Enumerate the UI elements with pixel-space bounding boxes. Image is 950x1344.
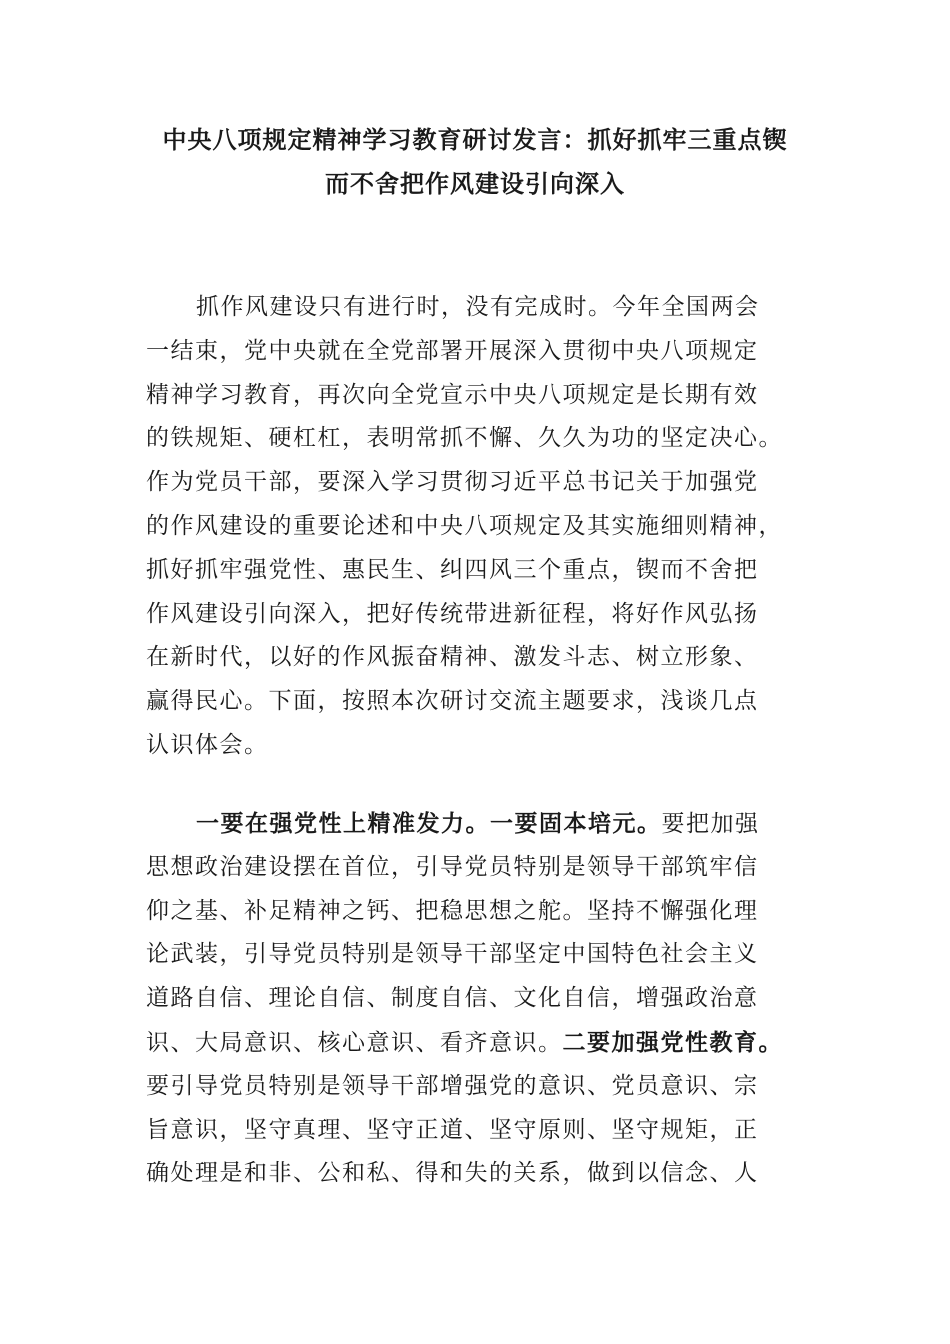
text-line: 的铁规矩、硬杠杠，表明常抓不懈、久久为功的坚定决心。 xyxy=(146,425,783,452)
title-line-1: 中央八项规定精神学习教育研讨发言：抓好抓牢三重点锲 xyxy=(162,125,788,154)
text-line: 论武装，引导党员特别是领导干部坚定中国特色社会主义 xyxy=(146,941,759,968)
text-line: 要引导党员特别是领导干部增强党的意识、党员意识、宗 xyxy=(146,1072,759,1099)
text-line: 精神学习教育，再次向全党宣示中央八项规定是长期有效 xyxy=(146,381,759,408)
text-line: 旨意识，坚守真理、坚守正道、坚守原则、坚守规矩，正 xyxy=(146,1116,759,1143)
text-line: 抓好抓牢强党性、惠民生、纠四风三个重点，锲而不舍把 xyxy=(146,556,759,583)
text-run: 识、大局意识、核心意识、看齐意识。 xyxy=(146,1029,563,1056)
text-line xyxy=(146,802,806,846)
text-line: 仰之基、补足精神之钙、把稳思想之舵。坚持不懈强化理 xyxy=(146,897,759,924)
paragraph-section-one xyxy=(146,802,806,1196)
text-line: 认识体会。 xyxy=(146,731,269,758)
text-line: 作为党员干部，要深入学习贯彻习近平总书记关于加强党 xyxy=(146,469,759,496)
text-line: 在新时代，以好的作风振奋精神、激发斗志、树立形象、 xyxy=(146,644,759,671)
document-title xyxy=(140,118,810,206)
section-heading: 一要在强党性上精准发力。一要固本培元。 xyxy=(196,810,662,837)
text-line: 作风建设引向深入，把好传统带进新征程，将好作风弘扬 xyxy=(146,600,759,627)
text-line: 思想政治建设摆在首位，引导党员特别是领导干部筑牢信 xyxy=(146,853,759,880)
text-line: 赢得民心。下面，按照本次研讨交流主题要求，浅谈几点 xyxy=(146,688,759,715)
title-line-2: 而不舍把作风建设引向深入 xyxy=(325,169,625,198)
text-line: 道路自信、理论自信、制度自信、文化自信，增强政治意 xyxy=(146,985,759,1012)
paragraph-intro xyxy=(146,286,806,768)
subsection-heading: 二要加强党性教育。 xyxy=(562,1028,783,1056)
text-line: 的作风建设的重要论述和中央八项规定及其实施细则精神， xyxy=(146,512,783,539)
text-line: 抓作风建设只有进行时，没有完成时。今年全国两会 xyxy=(196,294,760,320)
text-line: 确处理是和非、公和私、得和失的关系，做到以信念、人 xyxy=(146,1160,759,1187)
text-run: 要把加强 xyxy=(661,811,760,837)
text-line: 一结束，党中央就在全党部署开展深入贯彻中央八项规定 xyxy=(146,337,759,364)
text-line xyxy=(146,1021,806,1065)
